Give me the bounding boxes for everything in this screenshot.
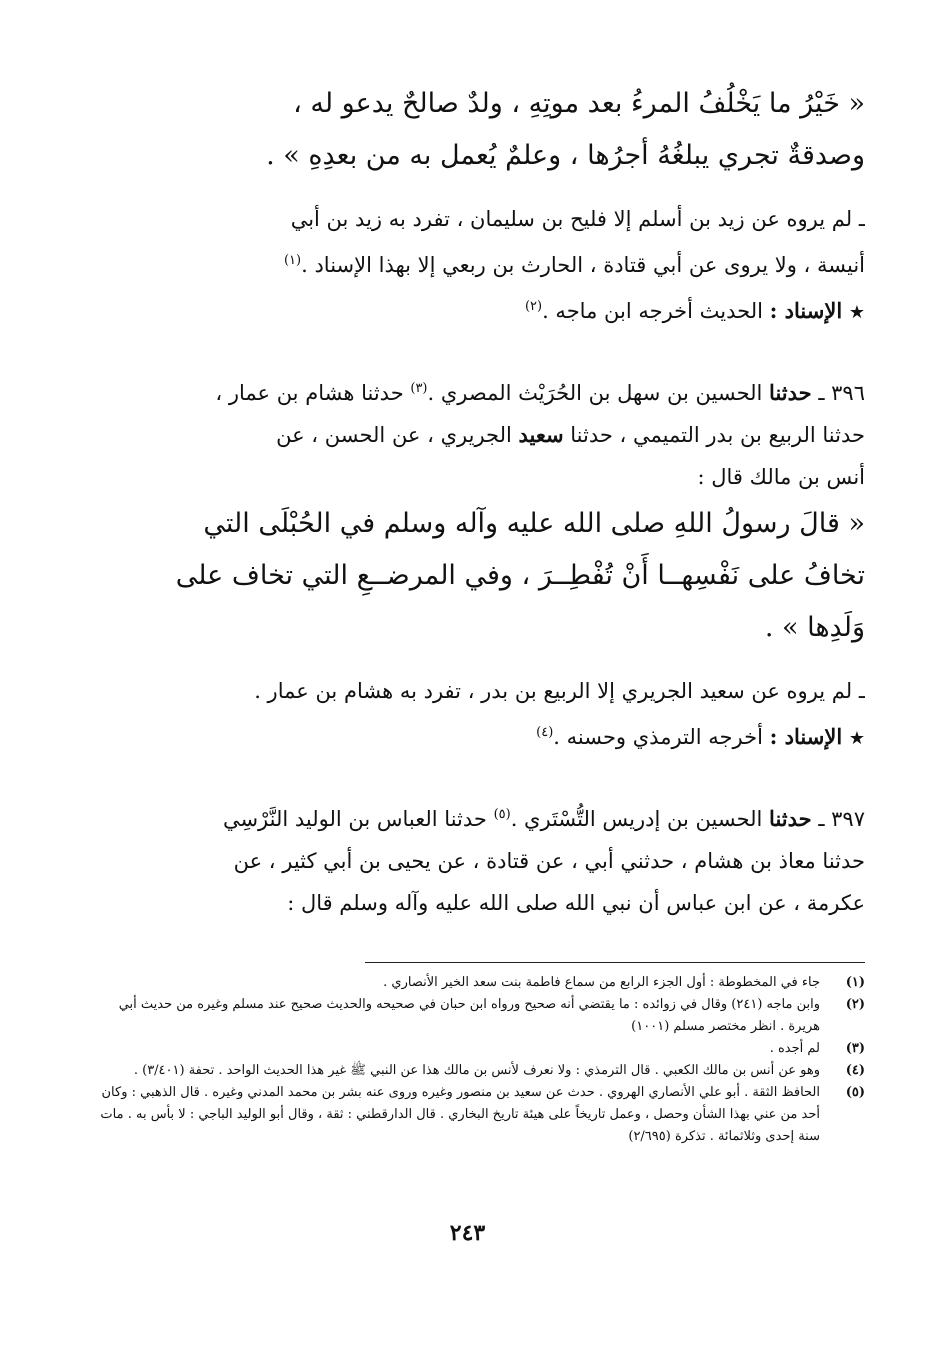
footnote xyxy=(100,972,865,994)
footnote-label: (٤) xyxy=(845,1063,865,1078)
footnotes xyxy=(100,972,865,1148)
hadith-quote-2 xyxy=(110,498,865,654)
narrator-name: سعيد xyxy=(518,422,564,447)
quote-line: تخافُ على نَفْسِهــا أَنْ تُفْطِــرَ ، وفي المرضــعِ التي تخاف على xyxy=(175,560,865,591)
hadith-397: ٣٩٧ ـ حدثنا الحسين بن إدريس التُّسْتَري .$^{(٥)}$ حدثنا العباس بن الوليد النَّرْسِي حدثنا معاذ بن هشام ، حدثني أبي ، عن قتادة ، عن يحيى بن أبي كثير ، عن عكرمة ، عن ابن عباس أن نبي الله صلى الله عليه وآله وسلم قال : xyxy=(110,794,865,924)
isnad-line-1 xyxy=(110,286,865,334)
footnote-label: (٢) xyxy=(845,997,865,1012)
chain-line: أنس بن مالك قال : xyxy=(697,465,865,489)
hadith-number: ٣٩٧ xyxy=(831,807,865,831)
footnote xyxy=(100,1082,865,1148)
footnote-ref: (٤) xyxy=(536,725,554,740)
footnote-text: وابن ماجه (٢٤١) وقال في زوائده : ما يقتضي أنه صحيح ورواه ابن حبان في صحيحه والحديث صحيح عند مسلم وغيره من حديث أبي هريرة . انظر مختصر مسلم (١٠٠١) xyxy=(118,997,820,1034)
footnote-label: (٣) xyxy=(845,1041,865,1056)
footnote xyxy=(100,994,865,1038)
star-icon: ★ xyxy=(848,302,865,323)
hadith-lead: حدثنا xyxy=(769,806,812,831)
chain-line: عكرمة ، عن ابن عباس أن نبي الله صلى الله عليه وآله وسلم قال : xyxy=(287,891,865,915)
footnote-label: (١) xyxy=(845,975,865,990)
note-text: أنيسة ، ولا يروى عن أبي قتادة ، الحارث بن ربعي إلا بهذا الإسناد . xyxy=(301,253,865,277)
hadith-number: ٣٩٦ xyxy=(831,381,865,405)
footnote-divider xyxy=(365,962,865,963)
footnote-text: جاء في المخطوطة : أول الجزء الرابع من سماع فاطمة بنت سعد الخير الأنصاري . xyxy=(383,975,820,990)
footnote-ref: (٢) xyxy=(524,299,543,314)
footnote-text: وهو عن أنس بن مالك الكعبي . قال الترمذي : ولا نعرف لأنس بن مالك هذا عن النبي ﷺ غير هذا الحديث الواحد . تحفة (٣/٤٠١) . xyxy=(133,1063,820,1078)
isnad-label: الإسناد : xyxy=(769,724,843,749)
hadith-lead: حدثنا xyxy=(769,380,812,405)
isnad-label: الإسناد : xyxy=(769,298,843,323)
page-number: ٢٤٣ xyxy=(449,1220,486,1246)
note-line: ـ لم يروه عن زيد بن أسلم إلا فليح بن سليمان ، تفرد به زيد بن أبي xyxy=(290,207,865,231)
hadith-quote-1 xyxy=(110,78,865,182)
footnote xyxy=(100,1038,865,1060)
footnote-ref: (١) xyxy=(283,253,302,268)
hadith-396: ٣٩٦ ـ حدثنا الحسين بن سهل بن الحُرَيْث المصري .$^{(٣)}$ حدثنا هشام بن عمار ، حدثنا الربيع بن بدر التميمي ، حدثنا سعيد الجريري ، عن الحسن ، عن أنس بن مالك قال : xyxy=(110,368,865,498)
quote-line: « خَيْرُ ما يَخْلُفُ المرءُ بعد موتِهِ ، ولدٌ صالحٌ يدعو له ، xyxy=(293,88,865,119)
note-line xyxy=(110,240,865,286)
isnad-line-2 xyxy=(110,712,865,760)
quote-line: وصدقةٌ تجري يبلغُهُ أجرُها ، وعلمٌ يُعمل به من بعدِهِ » . xyxy=(266,140,865,171)
narration-note-1 xyxy=(110,198,865,286)
star-icon: ★ xyxy=(848,728,865,749)
quote-line: وَلَدِها » . xyxy=(764,612,865,643)
isnad-text: أخرجه الترمذي وحسنه . xyxy=(553,725,770,749)
footnote-ref: (٥) xyxy=(493,807,511,822)
quote-line: « قالَ رسولُ اللهِ صلى الله عليه وآله وسلم في الحُبْلَى التي xyxy=(203,508,865,539)
main-text xyxy=(110,78,865,924)
footnote-text: الحافظ الثقة . أبو علي الأنصاري الهروي . حدث عن سعيد بن منصور وغيره وروى عنه بشر بن محمد المدني وغيره . قال الذهبي : وكان أحد من عني بهذا الشأن وحصل ، وعمل تاريخاً على هيئة تاريخ البخاري . قال الدارقطني : ثقة ، وقال أبو الوليد الباجي : لا بأس به . مات سنة إحدى وثلاثمائة . تذكرة (٢/٦٩٥) xyxy=(100,1085,820,1144)
footnote-ref: (٣) xyxy=(410,381,428,396)
note-line: ـ لم يروه عن سعيد الجريري إلا الربيع بن بدر ، تفرد به هشام بن عمار . xyxy=(254,679,865,703)
isnad-text: الحديث أخرجه ابن ماجه . xyxy=(542,299,770,323)
narration-note-2 xyxy=(110,670,865,712)
footnote xyxy=(100,1060,865,1082)
footnote-text: لم أجده . xyxy=(769,1041,820,1056)
footnote-label: (٥) xyxy=(845,1085,865,1100)
chain-line: حدثنا معاذ بن هشام ، حدثني أبي ، عن قتادة ، عن يحيى بن أبي كثير ، عن xyxy=(233,849,865,873)
